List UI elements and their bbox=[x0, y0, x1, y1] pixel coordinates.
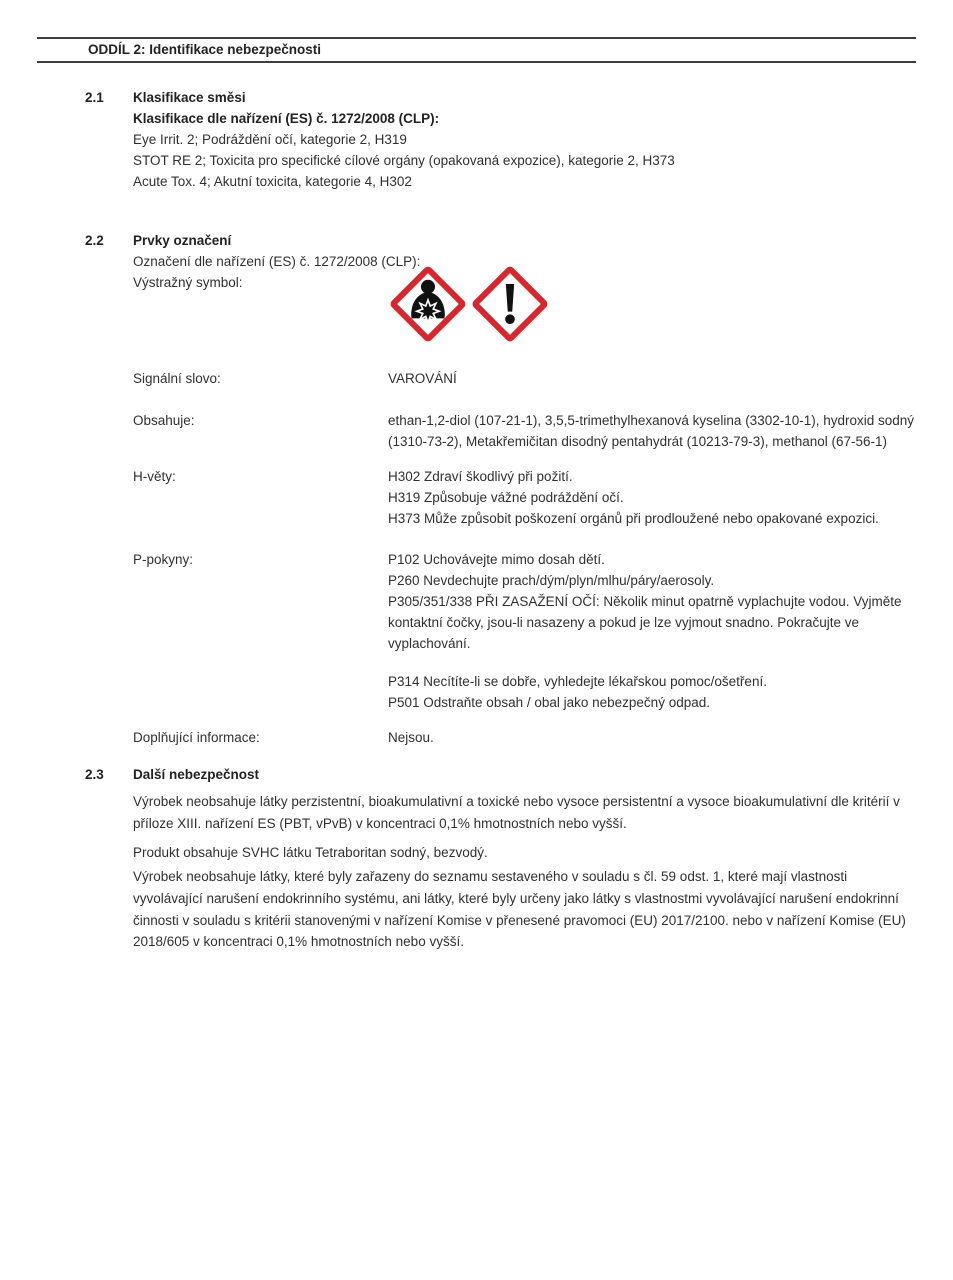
pictogram-row bbox=[133, 272, 922, 346]
header-rule-bottom bbox=[37, 61, 916, 63]
p-statement-line: P314 Necítíte-li se dobře, vyhledejte lékařskou pomoc/ošetření. bbox=[388, 674, 767, 689]
pictogram-label: Výstražný symbol: bbox=[133, 275, 243, 290]
contains-label: Obsahuje: bbox=[133, 413, 195, 428]
contains-row bbox=[133, 410, 922, 452]
p-statements-label: P-pokyny: bbox=[133, 552, 194, 567]
p-statements-row bbox=[133, 549, 922, 713]
section-2-1-title: Klasifikace směsi bbox=[133, 90, 246, 105]
classification-line: Eye Irrit. 2; Podráždění očí, kategorie 2, H319 bbox=[133, 132, 407, 147]
p-statement-line: P305/351/338 PŘI ZASAŽENÍ OČÍ: Několik minut opatrně vyplachujte vodou. Vyjměte kontaktní čočky, jsou-li nasazeny a pokud je lze vyjmout snadno. Pokračujte ve vyplachování. bbox=[388, 594, 902, 651]
additional-info-label: Doplňující informace: bbox=[133, 730, 260, 745]
classification-line: STOT RE 2; Toxicita pro specifické cílové orgány (opakovaná expozice), kategorie 2, H373 bbox=[133, 153, 675, 168]
svhc-paragraph: Produkt obsahuje SVHC látku Tetraboritan sodný, bezvodý. bbox=[133, 845, 488, 861]
h-statement-line: H302 Zdraví škodlivý při požití. bbox=[388, 469, 573, 484]
document-body bbox=[85, 87, 915, 953]
h-statement-line: H319 Způsobuje vážné podráždění očí. bbox=[388, 490, 624, 505]
p-statement-line: P102 Uchovávejte mimo dosah dětí. bbox=[388, 552, 605, 567]
other-hazards-paragraph: Výrobek neobsahuje látky perzistentní, bioakumulativní a toxické nebo vysoce persistentní a vysoce bioakumulativní dle kritérií v příloze XIII. nařízení ES (PBT, vPvB) v koncentraci 0,1% hmotnostních nebo vyšší. bbox=[133, 794, 900, 831]
ghs08-health-hazard-icon bbox=[388, 264, 468, 344]
labelling-subtitle: Označení dle nařízení (ES) č. 1272/2008 (CLP): bbox=[133, 254, 421, 269]
contains-value: ethan-1,2-diol (107-21-1), 3,5,5-trimethylhexanová kyselina (3302-10-1), hydroxid sodný (1310-73-2), Metakřemičitan disodný pentahydrát (10213-79-3), methanol (67-56-1) bbox=[388, 413, 915, 449]
section-2-3 bbox=[85, 764, 910, 953]
p-statement-spacer bbox=[388, 654, 922, 671]
section-header-title: ODDÍL 2: Identifikace nebezpečnosti bbox=[88, 42, 322, 57]
section-2-1 bbox=[85, 87, 910, 192]
header-rule-top bbox=[37, 37, 916, 39]
additional-info-row bbox=[133, 727, 922, 748]
signal-word-value: VAROVÁNÍ bbox=[388, 371, 457, 386]
signal-word-label: Signální slovo: bbox=[133, 371, 221, 386]
ghs-pictograms bbox=[388, 264, 922, 346]
section-2-2-title: Prvky označení bbox=[133, 233, 232, 248]
classification-line: Acute Tox. 4; Akutní toxicita, kategorie 4, H302 bbox=[133, 174, 412, 189]
h-statements-row bbox=[133, 466, 922, 529]
p-statement-line: P501 Odstraňte obsah / obal jako nebezpečný odpad. bbox=[388, 695, 710, 710]
additional-info-value: Nejsou. bbox=[388, 730, 434, 745]
classification-subtitle: Klasifikace dle nařízení (ES) č. 1272/2008 (CLP): bbox=[133, 111, 440, 126]
section-2-2 bbox=[85, 230, 915, 748]
endocrine-paragraph: Výrobek neobsahuje látky, které byly zařazeny do seznamu sestaveného v souladu s čl. 59 odst. 1, které mají vlastnosti vyvolávající narušení endokrinního systému, ani látky, které byly určeny jako látky s vlastnostmi vyvolávající narušení endokrinní činnosti v souladu s kritérii stanovenými v nařízení Komise v přenesené pravomoci (EU) 2017/2100. nebo v nařízení Komise (EU) 2018/605 v koncentraci 0,1% hmotnostních nebo vyšší. bbox=[133, 869, 906, 950]
h-statement-line: H373 Může způsobit poškození orgánů při prodloužené nebo opakované expozici. bbox=[388, 511, 879, 526]
section-2-1-number: 2.1 bbox=[85, 90, 104, 105]
h-statements-label: H-věty: bbox=[133, 469, 176, 484]
section-2-3-number: 2.3 bbox=[85, 767, 104, 782]
ghs07-exclamation-icon bbox=[470, 264, 550, 344]
signal-word-row bbox=[133, 368, 922, 389]
section-2-3-title: Další nebezpečnost bbox=[133, 767, 260, 782]
section-2-2-number: 2.2 bbox=[85, 233, 104, 248]
p-statement-line: P260 Nevdechujte prach/dým/plyn/mlhu/páry/aerosoly. bbox=[388, 573, 715, 588]
